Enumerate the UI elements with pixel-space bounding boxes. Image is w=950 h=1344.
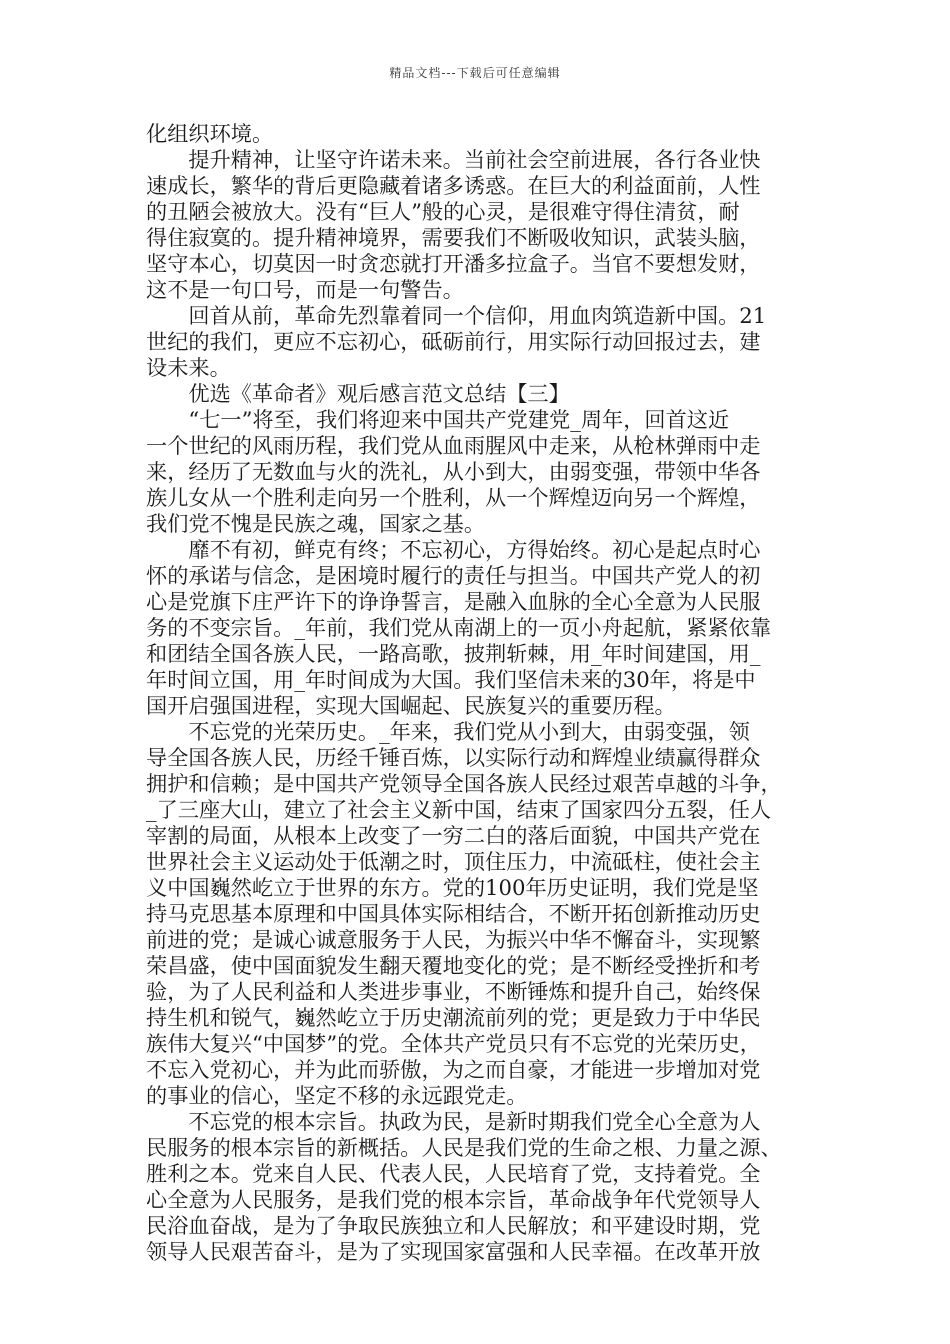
text-line: 前进的党；是诚心诚意服务于人民，为振兴中华不懈奋斗，实现繁: [146, 927, 761, 952]
text-line: 不忘入党初心，并为此而骄傲，为之而自豪，才能进一步增加对党: [146, 1057, 761, 1082]
text-line: 我们党不愧是民族之魂，国家之基。: [146, 511, 486, 536]
text-line: 不忘党的光荣历史。_年来，我们党从小到大，由弱变强，领: [146, 719, 750, 744]
text-line: 心是党旗下庄严许下的诤诤誓言，是融入血脉的全心全意为人民服: [146, 589, 761, 614]
text-line: _了三座大山，建立了社会主义新中国，结束了国家四分五裂，任人: [146, 797, 772, 822]
text-line: 来，经历了无数血与火的洗礼，从小到大，由弱变强，带领中华各: [146, 459, 761, 484]
text-line: 的事业的信心，坚定不移的永远跟党走。: [146, 1083, 528, 1108]
text-line: 设未来。: [146, 355, 231, 380]
page-header: 精品文档---下载后可任意编辑: [389, 66, 561, 80]
text-line: 和团结全国各族人民，一路高歌，披荆斩棘，用_年时间建国，用_: [146, 641, 761, 666]
text-line: 荣昌盛，使中国面貌发生翻天覆地变化的党；是不断经受挫折和考: [146, 953, 761, 978]
text-line: 宰割的局面，从根本上改变了一穷二白的落后面貌，中国共产党在: [146, 823, 761, 848]
text-line: 世界社会主义运动处于低潮之时，顶住压力，中流砥柱，使社会主: [146, 849, 761, 874]
text-line: 国开启强国进程，实现大国崛起、民族复兴的重要历程。: [146, 693, 676, 718]
text-line: 得住寂寞的。提升精神境界，需要我们不断吸收知识，武装头脑，: [146, 225, 761, 250]
text-line: 领导人民艰苦奋斗，是为了实现国家富强和人民幸福。在改革开放: [146, 1239, 761, 1264]
text-line: 导全国各族人民，历经千锤百炼，以实际行动和辉煌业绩赢得群众: [146, 745, 761, 770]
text-line: 世纪的我们，更应不忘初心，砥砺前行，用实际行动回报过去，建: [146, 329, 761, 354]
text-line: 持马克思基本原理和中国具体实际相结合，不断开拓创新推动历史: [146, 901, 761, 926]
text-line: 胜利之本。党来自人民、代表人民，人民培育了党，支持着党。全: [146, 1161, 761, 1186]
text-line: 心全意为人民服务，是我们党的根本宗旨，革命战争年代党领导人: [146, 1187, 761, 1212]
text-line: “七一”将至，我们将迎来中国共产党建党_周年，回首这近: [146, 407, 730, 432]
text-line: 务的不变宗旨。_年前，我们党从南湖上的一页小舟起航，紧紧依靠: [146, 615, 772, 640]
text-line: 一个世纪的风雨历程，我们党从血雨腥风中走来，从枪林弹雨中走: [146, 433, 761, 458]
text-line: 速成长，繁华的背后更隐藏着诸多诱惑。在巨大的利益面前，人性: [146, 173, 761, 198]
text-line: 年时间立国，用_年时间成为大国。我们坚信未来的30年，将是中: [146, 667, 756, 692]
text-line: 回首从前，革命先烈靠着同一个信仰，用血肉筑造新中国。21: [146, 303, 767, 328]
text-line: 优选《革命者》观后感言范文总结【三】: [146, 381, 570, 406]
text-line: 不忘党的根本宗旨。执政为民，是新时期我们党全心全意为人: [146, 1109, 761, 1134]
text-line: 义中国巍然屹立于世界的东方。党的100年历史证明，我们党是坚: [146, 875, 759, 900]
text-line: 民浴血奋战，是为了争取民族独立和人民解放；和平建设时期，党: [146, 1213, 761, 1238]
text-line: 化组织环境。: [146, 121, 274, 146]
text-line: 族儿女从一个胜利走向另一个胜利，从一个辉煌迈向另一个辉煌，: [146, 485, 761, 510]
text-line: 这不是一句口号，而是一句警告。: [146, 277, 464, 302]
text-line: 怀的承诺与信念，是困境时履行的责任与担当。中国共产党人的初: [146, 563, 761, 588]
text-line: 民服务的根本宗旨的新概括。人民是我们党的生命之根、力量之源、: [146, 1135, 782, 1160]
text-line: 拥护和信赖；是中国共产党领导全国各族人民经过艰苦卓越的斗争，: [146, 771, 782, 796]
text-line: 验，为了人民利益和人类进步事业，不断锤炼和提升自己，始终保: [146, 979, 761, 1004]
text-line: 的丑陋会被放大。没有“巨人”般的心灵，是很难守得住清贫，耐: [146, 199, 740, 224]
document-body: [146, 121, 806, 1265]
text-line: 提升精神，让坚守许诺未来。当前社会空前进展，各行各业快: [146, 147, 761, 172]
text-line: 族伟大复兴“中国梦”的党。全体共产党员只有不忘党的光荣历史，: [146, 1031, 761, 1056]
text-line: 坚守本心，切莫因一时贪恋就打开潘多拉盒子。当官不要想发财，: [146, 251, 761, 276]
text-line: 靡不有初，鲜克有终；不忘初心，方得始终。初心是起点时心: [146, 537, 761, 562]
text-line: 持生机和锐气，巍然屹立于历史潮流前列的党；更是致力于中华民: [146, 1005, 761, 1030]
